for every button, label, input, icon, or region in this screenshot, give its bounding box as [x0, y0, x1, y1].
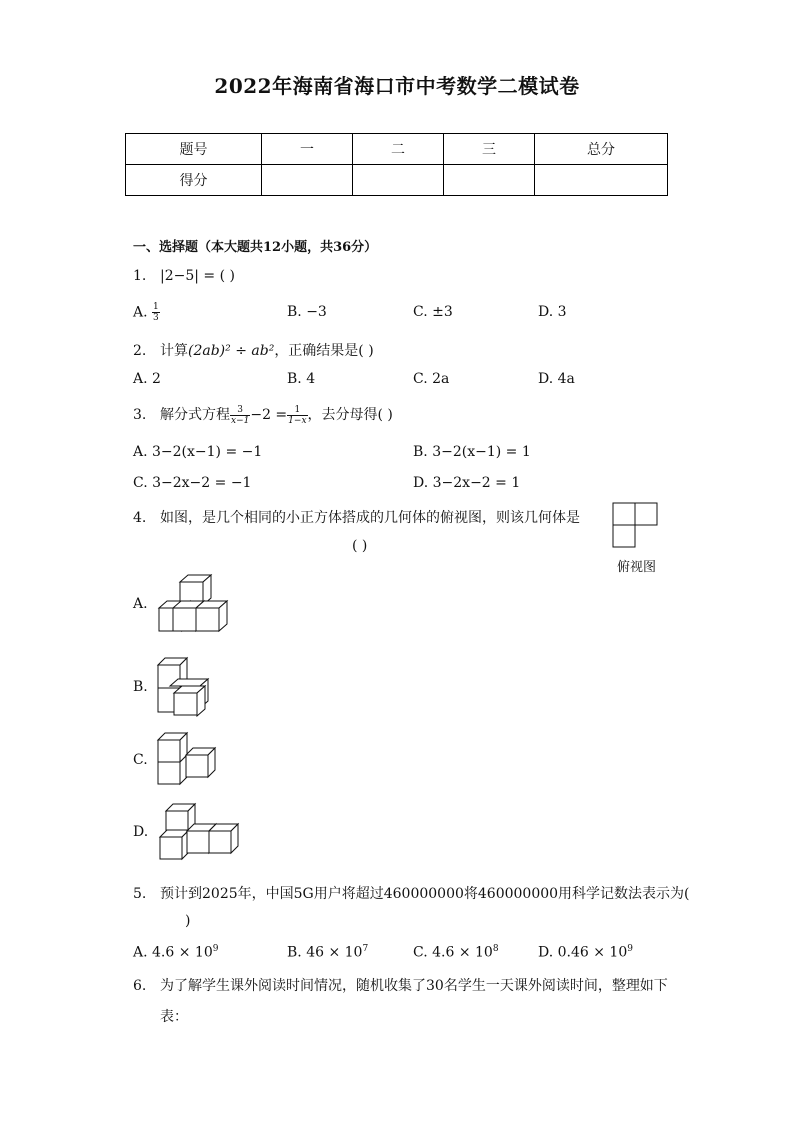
score-cell[interactable]	[535, 165, 668, 196]
option-text: B. 46 × 10	[287, 944, 363, 961]
question-stem-pre: 解分式方程	[160, 407, 230, 423]
question-stem: 如图，是几个相同的小正方体搭成的几何体的俯视图，则该几何体是	[160, 510, 580, 526]
score-header-cell: 一	[262, 134, 353, 165]
fraction-numerator: 1	[287, 405, 307, 416]
score-cell[interactable]	[444, 165, 535, 196]
q2-option-c: C. 2a	[413, 371, 450, 387]
question-stem-pre: 计算	[160, 343, 188, 359]
q5-option-c	[413, 944, 499, 961]
score-table-score-row	[126, 165, 668, 196]
exponent: 7	[362, 944, 369, 954]
option-text: C. 4.6 × 10	[413, 944, 493, 961]
score-header-cell: 三	[444, 134, 535, 165]
question-1	[133, 268, 235, 284]
question-number: 3.	[133, 407, 147, 423]
question-2	[133, 340, 374, 360]
question-stem: 为了解学生课外阅读时间情况，随机收集了30名学生一天课外阅读时间，整理如下	[160, 978, 668, 994]
top-view-square	[613, 525, 635, 547]
fraction-denominator: 1−x	[288, 415, 307, 426]
page-title: 2022年海南省海口市中考数学二模试卷	[214, 74, 580, 98]
score-row-label: 得分	[126, 165, 262, 196]
q1-option-d: D. 3	[538, 304, 567, 320]
score-header-cell: 总分	[535, 134, 668, 165]
q4-option-c-label: C.	[133, 752, 148, 768]
exponent: 9	[627, 944, 633, 954]
fraction-denominator: x−1	[231, 415, 250, 426]
question-stem-continued: 表：	[160, 1009, 188, 1025]
question-6	[133, 975, 668, 995]
q1-option-b: B. −3	[287, 304, 327, 320]
fraction-denominator: 3	[153, 313, 159, 323]
question-number: 6.	[133, 978, 147, 994]
option-text: A. 4.6 × 10	[133, 944, 213, 961]
question-stem-post: ，去分母得( )	[307, 407, 393, 423]
score-cell[interactable]	[353, 165, 444, 196]
question-stem: |2−5| = ( )	[160, 268, 235, 284]
q4-option-b-figure	[156, 655, 216, 717]
q2-option-b: B. 4	[287, 371, 316, 387]
q3-option-c: C. 3−2x−2 = −1	[133, 475, 252, 491]
q5-option-b	[287, 944, 368, 961]
question-stem-post: ，正确结果是( )	[274, 343, 374, 359]
equation-middle: −2 =	[250, 407, 288, 423]
cube	[209, 824, 238, 853]
exponent: 9	[212, 944, 219, 954]
q4-option-a-figure	[156, 572, 230, 634]
q3-option-a: A. 3−2(x−1) = −1	[133, 444, 263, 460]
option-text: D. 0.46 × 10	[538, 944, 628, 961]
question-number: 5.	[133, 886, 147, 902]
question-5	[133, 883, 690, 903]
fraction-numerator: 1	[153, 302, 159, 312]
score-table	[125, 133, 668, 196]
q4-option-b-label: B.	[133, 679, 148, 695]
fraction	[287, 405, 307, 426]
question-paren: ( )	[352, 538, 368, 554]
fraction	[152, 302, 160, 323]
q5-option-a	[133, 944, 218, 961]
q4-option-a-label: A.	[133, 596, 148, 612]
q4-option-d-figure	[156, 801, 242, 863]
q2-option-d: D. 4a	[538, 371, 575, 387]
exponent: 8	[492, 944, 499, 954]
q4-option-c-figure	[156, 731, 218, 787]
score-header-cell: 题号	[126, 134, 262, 165]
question-stem: 预计到2025年，中国5G用户将超过460000000将460000000用科学记数法表示为(	[160, 886, 690, 902]
fraction	[230, 405, 250, 426]
score-header-cell: 二	[353, 134, 444, 165]
q3-option-b: B. 3−2(x−1) = 1	[413, 444, 531, 460]
q1-option-c: C. ±3	[413, 304, 453, 320]
cube	[158, 733, 187, 762]
q5-option-d	[538, 944, 633, 961]
option-label: A.	[133, 304, 148, 321]
q2-option-a: A. 2	[133, 371, 161, 387]
top-view-square	[635, 503, 657, 525]
q1-option-a	[133, 302, 160, 323]
top-view-figure	[612, 502, 660, 552]
question-number: 1.	[133, 268, 147, 284]
top-view-label: 俯视图	[617, 560, 657, 575]
question-number: 2.	[133, 343, 147, 359]
top-view-square	[613, 503, 635, 525]
score-table-header-row	[126, 134, 668, 165]
cube	[186, 748, 215, 777]
cube	[174, 686, 205, 716]
question-3	[133, 404, 393, 426]
score-cell[interactable]	[262, 165, 353, 196]
question-stem-continued: )	[185, 913, 191, 929]
q3-option-d: D. 3−2x−2 = 1	[413, 475, 521, 491]
fraction-numerator: 3	[230, 405, 250, 416]
q4-option-d-label: D.	[133, 824, 149, 840]
cube	[160, 830, 189, 859]
cube	[196, 601, 227, 631]
question-number: 4.	[133, 510, 147, 526]
question-4	[133, 507, 580, 527]
math-expression: (2ab)² ÷ ab²	[188, 343, 275, 359]
section-heading: 一、选择题（本大题共12小题，共36分）	[133, 240, 378, 255]
